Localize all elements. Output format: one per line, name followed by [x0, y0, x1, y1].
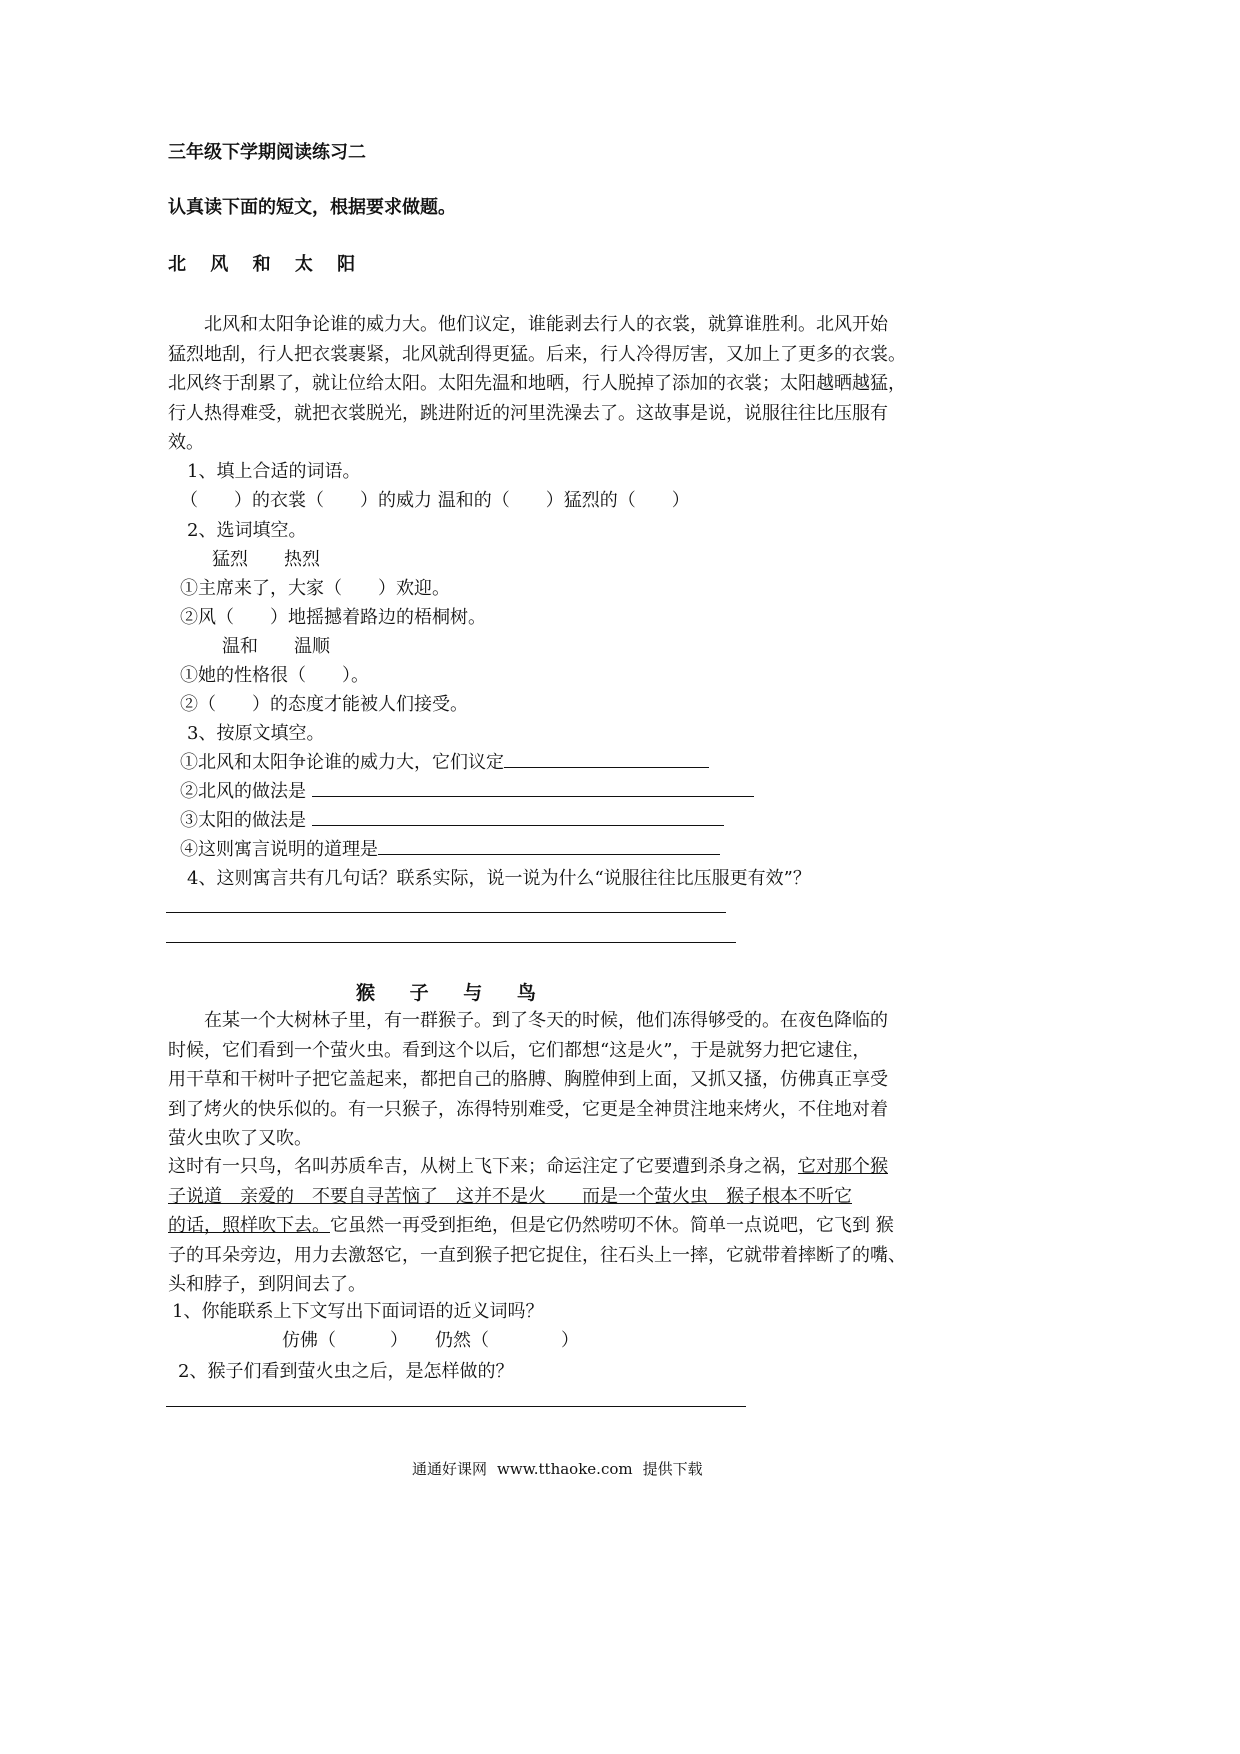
story2-passage-1 — [168, 1006, 943, 1154]
story1-passage — [168, 310, 943, 458]
answer-line[interactable] — [166, 912, 726, 913]
question-3-item-d — [180, 835, 720, 861]
passage-text: 它虽然一再受到拒绝，但是它仍然唠叨不休。简单一点说吧，它飞到 猴 — [330, 1215, 894, 1236]
answer-line[interactable] — [166, 942, 736, 943]
story2-question-1-prompt: 1、你能联系上下文写出下面词语的近义词吗？ — [172, 1301, 544, 1322]
story2-title-char: 子 — [409, 982, 429, 1004]
question-3-item-a — [180, 748, 709, 774]
story1-title-char: 北 — [168, 254, 186, 275]
story2-title-char: 猴 — [356, 982, 376, 1004]
story1-title-char: 风 — [210, 254, 229, 275]
question-1-prompt: 1、填上合适的词语。 — [187, 461, 361, 482]
story2-title — [356, 978, 564, 1005]
question-3-item-a-label: ①北风和太阳争论谁的威力大，它们议定 — [180, 752, 504, 773]
story2-title-char: 与 — [463, 982, 483, 1004]
passage-line — [168, 1211, 943, 1241]
answer-blank[interactable] — [504, 751, 709, 768]
passage-line — [168, 1152, 943, 1182]
question-3-item-d-label: ④这则寓言说明的道理是 — [180, 839, 378, 860]
passage-line: 北风终于刮累了，就让位给太阳。太阳先温和地晒，行人脱掉了添加的衣裳；太阳越晒越猛， — [168, 373, 906, 394]
footer-url[interactable]: www.tthaoke.com — [497, 1460, 633, 1478]
worksheet-title: 三年级下学期阅读练习二 — [168, 142, 366, 163]
question-3-item-c-label: ③太阳的做法是 — [180, 810, 306, 831]
question-4-prompt: 4、这则寓言共有几句话？联系实际，说一说为什么“说服往往比压服更有效”？ — [187, 868, 811, 889]
passage-text: 这时有一只鸟，名叫苏质牟吉，从树上飞下来；命运注定了它要遭到杀身之祸， — [168, 1156, 798, 1177]
footer — [412, 1458, 703, 1479]
passage-line — [168, 1182, 943, 1212]
story1-title-char: 和 — [252, 254, 271, 275]
underlined-text: 它对那个猴 — [798, 1156, 888, 1177]
passage-line: 在某一个大树林子里，有一群猴子。到了冬天的时候，他们冻得够受的。在夜色降临的 — [168, 1010, 888, 1031]
passage-line: 时候，它们看到一个萤火虫。看到这个以后，它们都想“这是火”，于是就努力把它逮住， — [168, 1039, 871, 1061]
passage-line: 到了烤火的快乐似的。有一只猴子，冻得特别难受，它更是全神贯注地来烤火，不住地对着 — [168, 1098, 888, 1120]
story1-title-char: 阳 — [337, 254, 356, 275]
underlined-text: 子说道 亲爱的 不要自寻苦恼了 这并不是火 而是一个萤火虫 猴子根本不听它 — [168, 1185, 852, 1207]
question-3-item-b — [180, 777, 754, 803]
underlined-text: 的话，照样吹下去。 — [168, 1215, 330, 1236]
question-2-item[interactable]: ②（ ）的态度才能被人们接受。 — [180, 694, 468, 715]
passage-line: 用干草和干树叶子把它盖起来，都把自己的胳膊、胸膛伸到上面，又抓又搔，仿佛真正享受 — [168, 1069, 888, 1090]
story2-passage-2 — [168, 1152, 943, 1300]
question-2-item[interactable]: ②风（ ）地摇撼着路边的梧桐树。 — [180, 607, 486, 628]
instruction: 认真读下面的短文，根据要求做题。 — [168, 197, 456, 218]
answer-blank[interactable] — [312, 809, 724, 826]
story1-title-char: 太 — [294, 254, 313, 275]
word-choice-group-2: 温和 温顺 — [222, 636, 330, 657]
question-2-item[interactable]: ①主席来了，大家（ ）欢迎。 — [180, 578, 450, 599]
question-3-item-b-label: ②北风的做法是 — [180, 781, 306, 802]
answer-blank[interactable] — [378, 838, 720, 855]
question-3-item-c — [180, 806, 724, 832]
question-2-item[interactable]: ①她的性格很（ ）。 — [180, 665, 369, 686]
answer-line[interactable] — [166, 1406, 746, 1407]
footer-note: 提供下载 — [642, 1460, 703, 1478]
story1-title — [168, 250, 373, 276]
passage-line: 萤火虫吹了又吹。 — [168, 1128, 312, 1149]
footer-site: 通通好课网 — [412, 1460, 488, 1478]
passage-line: 行人热得难受，就把衣裳脱光，跳进附近的河里洗澡去了。这故事是说，说服往往比压服有 — [168, 402, 888, 424]
passage-line: 头和脖子，到阴间去了。 — [168, 1274, 366, 1295]
story2-title-char: 鸟 — [516, 982, 536, 1004]
passage-line: 子的耳朵旁边，用力去激怒它，一直到猴子把它捉住，往石头上一摔，它就带着摔断了的嘴、 — [168, 1244, 906, 1266]
answer-blank[interactable] — [312, 780, 754, 797]
question-3-prompt: 3、按原文填空。 — [187, 723, 325, 744]
passage-line: 效。 — [168, 432, 204, 453]
story2-question-1-blanks[interactable]: 仿佛（ ） 仍然（ ） — [282, 1330, 579, 1351]
question-2-prompt: 2、选词填空。 — [187, 520, 307, 541]
passage-line: 北风和太阳争论谁的威力大。他们议定，谁能剥去行人的衣裳，就算谁胜利。北风开始 — [168, 314, 888, 335]
passage-line: 猛烈地刮，行人把衣裳裹紧，北风就刮得更猛。后来，行人冷得厉害，又加上了更多的衣裳。 — [168, 343, 906, 365]
question-1-blanks[interactable]: （ ）的衣裳（ ）的威力 温和的（ ）猛烈的（ ） — [180, 490, 690, 511]
story2-question-2-prompt: 2、猴子们看到萤火虫之后，是怎样做的？ — [178, 1361, 514, 1382]
word-choice-group-1: 猛烈 热烈 — [212, 549, 320, 570]
